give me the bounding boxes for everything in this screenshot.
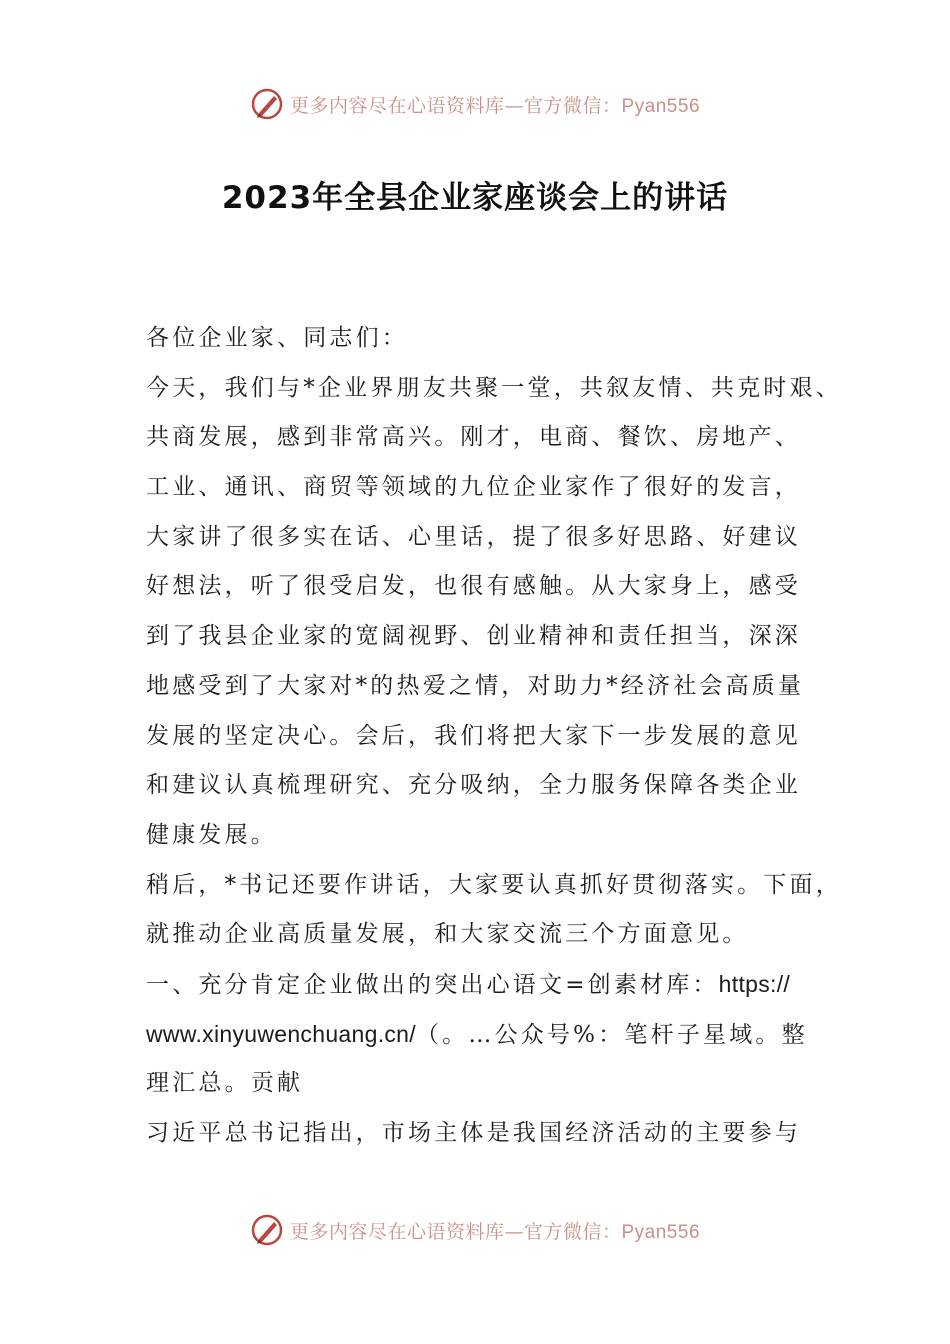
footer-banner-text: 更多内容尽在心语资料库—官方微信：Pyan556	[289, 1220, 701, 1243]
footer-wechat-id: Pyan556	[621, 1221, 701, 1243]
section-heading-text: 一、充分肯定企业做出的突出心语文=创素材库：	[146, 971, 719, 998]
body-line: 发展的坚定决心。会后，我们将把大家下一步发展的意见	[146, 722, 801, 749]
body-line: 地感受到了大家对*的热爱之情，对助力*经济社会高质量	[146, 672, 805, 699]
header-banner-text: 更多内容尽在心语资料库—官方微信：Pyan556	[289, 94, 701, 117]
body-line: 大家讲了很多实在话、心里话，提了很多好思路、好建议	[146, 523, 801, 550]
page-title: 2023年全县企业家座谈会上的讲话	[221, 180, 729, 216]
body-line: 到了我县企业家的宽阔视野、创业精神和责任担当，深深	[146, 623, 801, 650]
body-line: 工业、通讯、商贸等领域的九位企业家作了很好的发言，	[146, 474, 801, 501]
section-heading-line	[146, 1010, 836, 1060]
pen-logo-icon	[250, 1213, 284, 1247]
header-banner	[0, 84, 950, 124]
body-line: 健康发展。	[146, 821, 277, 848]
body-line: 习近平总书记指出，市场主体是我国经济活动的主要参与	[146, 1120, 801, 1146]
pen-logo-icon	[250, 87, 284, 121]
body-line: 稍后，*书记还要作讲话，大家要认真抓好贯彻落实。下面，	[146, 871, 842, 898]
source-url: www.xinyuwenchuang.cn/	[146, 1020, 416, 1047]
body-line: 今天，我们与*企业界朋友共聚一堂，共叙友情、共克时艰、	[146, 374, 842, 401]
section-heading-suffix: （。…公众号%：笔杆子星域。整	[415, 1021, 808, 1048]
header-wechat-id: Pyan556	[621, 95, 701, 117]
section-heading-line: 理汇总。贡献	[146, 1070, 304, 1097]
document-body	[146, 314, 842, 1159]
footer-banner	[0, 1210, 950, 1250]
body-line: 共商发展，感到非常高兴。刚才，电商、餐饮、房地产、	[146, 424, 801, 451]
body-line: 就推动企业高质量发展，和大家交流三个方面意见。	[146, 921, 749, 948]
body-line: 好想法，听了很受启发，也很有感触。从大家身上，感受	[146, 573, 801, 600]
body-line: 各位企业家、同志们：	[146, 325, 408, 351]
source-url-part: https://	[718, 970, 791, 997]
section-heading-line	[146, 960, 836, 1010]
body-line: 和建议认真梳理研究、充分吸纳，全力服务保障各类企业	[146, 772, 801, 799]
